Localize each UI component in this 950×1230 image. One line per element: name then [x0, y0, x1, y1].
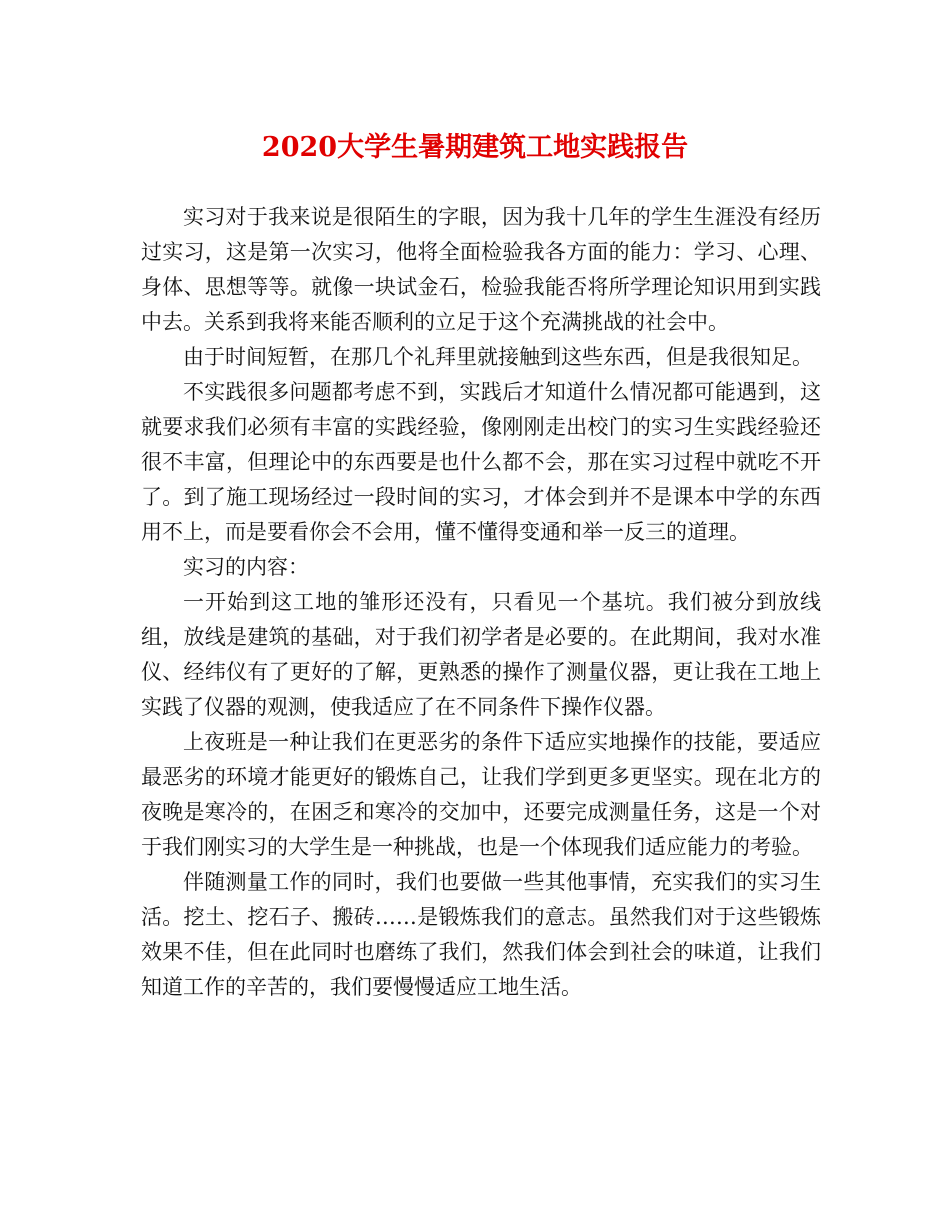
paragraph-surveying: 一开始到这工地的雏形还没有，只看见一个基坑。我们被分到放线组，放线是建筑的基础，对于我们初学者是必要的。在此期间，我对水准仪、经纬仪有了更好的了解，更熟悉的操作了测量仪器，更让我在工地上实践了仪器的观测，使我适应了在不同条件下操作仪器。 [141, 590, 821, 719]
document-title: 2020大学生暑期建筑工地实践报告 [261, 132, 689, 163]
paragraph-other-work: 伴随测量工作的同时，我们也要做一些其他事情，充实我们的实习生活。挖土、挖石子、搬砖……是锻炼我们的意志。虽然我们对于这些锻炼效果不佳，但在此同时也磨练了我们，然我们体会到社会的味道，让我们知道工作的辛苦的，我们要慢慢适应工地生活。 [141, 870, 821, 999]
document-body [141, 200, 821, 1005]
paragraph-time: 由于时间短暂，在那几个礼拜里就接触到这些东西，但是我很知足。 [183, 345, 813, 369]
paragraph-intro: 实习对于我来说是很陌生的字眼，因为我十几年的学生生涯没有经历过实习，这是第一次实习，他将全面检验我各方面的能力：学习、心理、身体、思想等等。就像一块试金石，检验我能否将所学理论知识用到实践中去。关系到我将来能否顺利的立足于这个充满挑战的社会中。 [141, 205, 821, 334]
paragraph-content-heading: 实习的内容： [183, 555, 309, 579]
paragraph-night-shift: 上夜班是一种让我们在更恶劣的条件下适应实地操作的技能，要适应最恶劣的环境才能更好的锻炼自己，让我们学到更多更坚实。现在北方的夜晚是寒冷的，在困乏和寒冷的交加中，还要完成测量任务，这是一个对于我们刚实习的大学生是一种挑战，也是一个体现我们适应能力的考验。 [141, 730, 821, 859]
paragraph-practice: 不实践很多问题都考虑不到，实践后才知道什么情况都可能遇到，这就要求我们必须有丰富的实践经验，像刚刚走出校门的实习生实践经验还很不丰富，但理论中的东西要是也什么都不会，那在实习过程中就吃不开了。到了施工现场经过一段时间的实习，才体会到并不是课本中学的东西用不上，而是要看你会不会用，懂不懂得变通和举一反三的道理。 [141, 380, 821, 544]
